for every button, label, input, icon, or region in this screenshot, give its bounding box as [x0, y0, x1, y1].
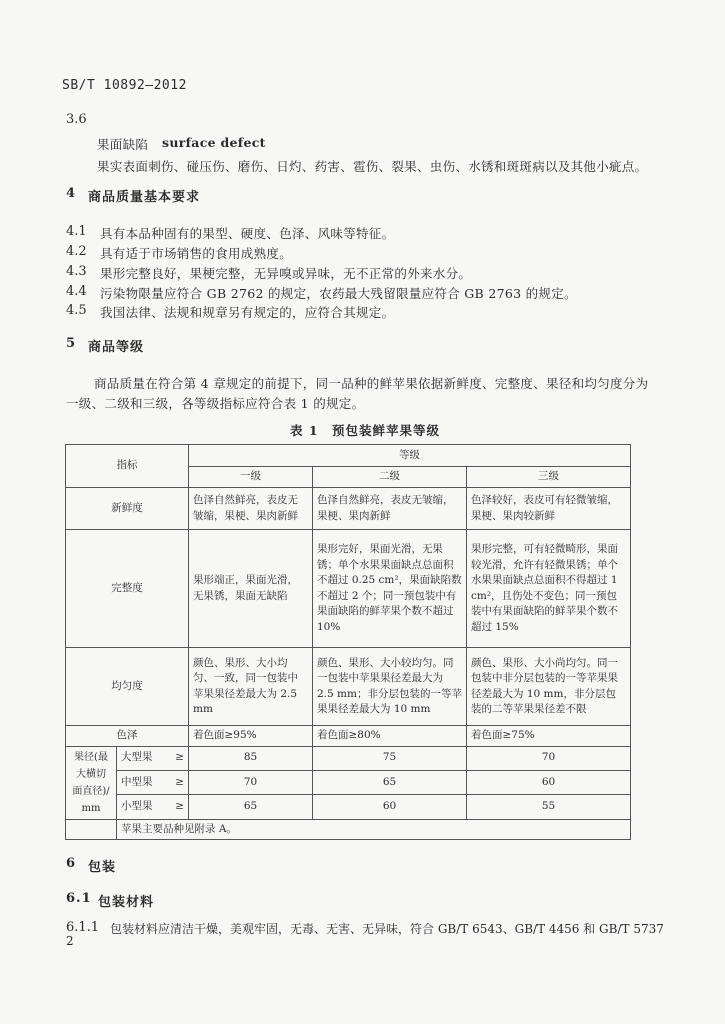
table-caption: 表 1 预包装鲜苹果等级 — [290, 423, 441, 438]
item-4-2-number: 4.2 — [66, 244, 87, 259]
color-grade-1: 着色面≥95% — [189, 726, 313, 747]
color-grade-2: 着色面≥80% — [313, 726, 467, 747]
row-color-label: 色泽 — [66, 726, 189, 747]
row-freshness-label: 新鲜度 — [66, 488, 189, 530]
item-4-2-text: 具有适于市场销售的食用成熟度。 — [100, 246, 293, 261]
small-grade-2: 60 — [313, 795, 467, 819]
header-grade: 等级 — [189, 445, 631, 467]
item-6-1-1-number: 6.1.1 — [66, 920, 100, 935]
uniformity-grade-3: 颜色、果形、大小尚均匀。同一包装中非分层包装的一等苹果果径差最大为 10 mm，非分层包装的二等苹果果径差不限 — [467, 648, 631, 726]
item-4-1-text: 具有本品种固有的果型、硬度、色泽、风味等特征。 — [100, 226, 395, 241]
item-4-1-number: 4.1 — [66, 224, 87, 239]
page-number: 2 — [66, 934, 74, 948]
uniformity-grade-1: 颜色、果形、大小均匀、一致，同一包装中苹果果径差最大为 2.5 mm — [189, 648, 313, 726]
integrity-grade-2: 果形完好，果面光滑，无果锈；单个水果果面缺点总面积不超过 0.25 cm²，果面缺陷数不超过 2 个；同一预包装中有果面缺陷的鲜苹果个数不超过 10% — [313, 530, 467, 648]
header-indicator: 指标 — [66, 445, 189, 488]
table-note: 苹果主要品种见附录 A。 — [117, 819, 631, 840]
item-4-3-number: 4.3 — [66, 264, 87, 279]
row-integrity-label: 完整度 — [66, 530, 189, 648]
integrity-grade-3: 果形完整，可有轻微畸形，果面较光滑，允许有轻微果锈；单个水果果面缺点总面积不得超过 1 cm²，且伤处不变色；同一预包装中有果面缺陷的鲜苹果个数不超过 15% — [467, 530, 631, 648]
medium-grade-1: 70 — [189, 770, 313, 794]
row-diameter-label — [66, 746, 117, 819]
large-grade-2: 75 — [313, 746, 467, 770]
item-4-4-number: 4.4 — [66, 284, 87, 299]
term-en: surface defect — [162, 135, 266, 150]
diameter-label-line-4: mm — [81, 802, 101, 814]
item-4-5-text: 我国法律、法规和规章另有规定的，应符合其规定。 — [100, 305, 395, 320]
integrity-grade-1: 果形端正，果面光滑，无果锈，果面无缺陷 — [189, 530, 313, 648]
section-5-title: 商品等级 — [88, 340, 145, 355]
section-5-paragraph-line2: 一级、二级和三级，各等级指标应符合表 1 的规定。 — [66, 396, 365, 411]
row-uniformity-label: 均匀度 — [66, 648, 189, 726]
item-6-1-1-text: 包装材料应清洁干燥，美观牢固，无毒、无害、无异味，符合 GB/T 6543、GB/T 4456 和 GB/T 5737 — [110, 922, 664, 936]
freshness-grade-3: 色泽较好，表皮可有轻微皱缩，果梗、果肉较新鲜 — [467, 488, 631, 530]
standard-code-header: SB/T 10892—2012 — [62, 78, 187, 93]
freshness-grade-1: 色泽自然鲜亮，表皮无皱缩，果梗、果肉新鲜 — [189, 488, 313, 530]
medium-grade-3: 60 — [467, 770, 631, 794]
size-large-label: 大型果 ≥ — [117, 746, 189, 770]
header-grade-2: 二级 — [313, 467, 467, 488]
size-small-label: 小型果 ≥ — [117, 795, 189, 819]
section-6-number: 6 — [66, 856, 77, 871]
uniformity-grade-2: 颜色、果形、大小较均匀。同一包装中苹果果径差最大为 2.5 mm；非分层包装的一等苹果果径差最大为 10 mm — [313, 648, 467, 726]
grade-table — [65, 444, 631, 840]
small-grade-1: 65 — [189, 795, 313, 819]
section-6-1-number: 6.1 — [66, 891, 92, 906]
item-4-3-text: 果形完整良好，果梗完整，无异嗅或异味，无不正常的外来水分。 — [100, 266, 472, 281]
section-6-1-title: 包装材料 — [98, 895, 155, 910]
color-grade-3: 着色面≥75% — [467, 726, 631, 747]
diameter-label-line-3: 面直径)/ — [72, 785, 110, 797]
large-grade-3: 70 — [467, 746, 631, 770]
diameter-label-line-2: 大横切 — [76, 768, 106, 780]
freshness-grade-2: 色泽自然鲜亮，表皮无皱缩，果梗、果肉新鲜 — [313, 488, 467, 530]
section-4-number: 4 — [66, 186, 77, 201]
medium-grade-2: 65 — [313, 770, 467, 794]
size-medium-label: 中型果 ≥ — [117, 770, 189, 794]
section-6-title: 包装 — [88, 860, 117, 875]
section-4-title: 商品质量基本要求 — [88, 190, 201, 205]
item-4-5-number: 4.5 — [66, 303, 87, 318]
large-grade-1: 85 — [189, 746, 313, 770]
header-grade-3: 三级 — [467, 467, 631, 488]
section-5-paragraph-line1: 商品质量在符合第 4 章规定的前提下，同一品种的鲜苹果依据新鲜度、完整度、果径和均匀度分为 — [94, 376, 649, 391]
item-4-4-text: 污染物限量应符合 GB 2762 的规定，农药最大残留限量应符合 GB 2763 的规定。 — [100, 286, 577, 301]
small-grade-3: 55 — [467, 795, 631, 819]
term-cn: 果面缺陷 — [97, 137, 149, 152]
section-5-number: 5 — [66, 336, 77, 351]
diameter-label-line-1: 果径(最 — [74, 751, 108, 763]
term-definition: 果实表面刺伤、碰压伤、磨伤、日灼、药害、雹伤、裂果、虫伤、水锈和斑斑病以及其他小疵点。 — [97, 159, 648, 174]
section-3-6-number: 3.6 — [66, 112, 87, 127]
header-grade-1: 一级 — [189, 467, 313, 488]
diameter-note-spacer — [66, 819, 117, 840]
